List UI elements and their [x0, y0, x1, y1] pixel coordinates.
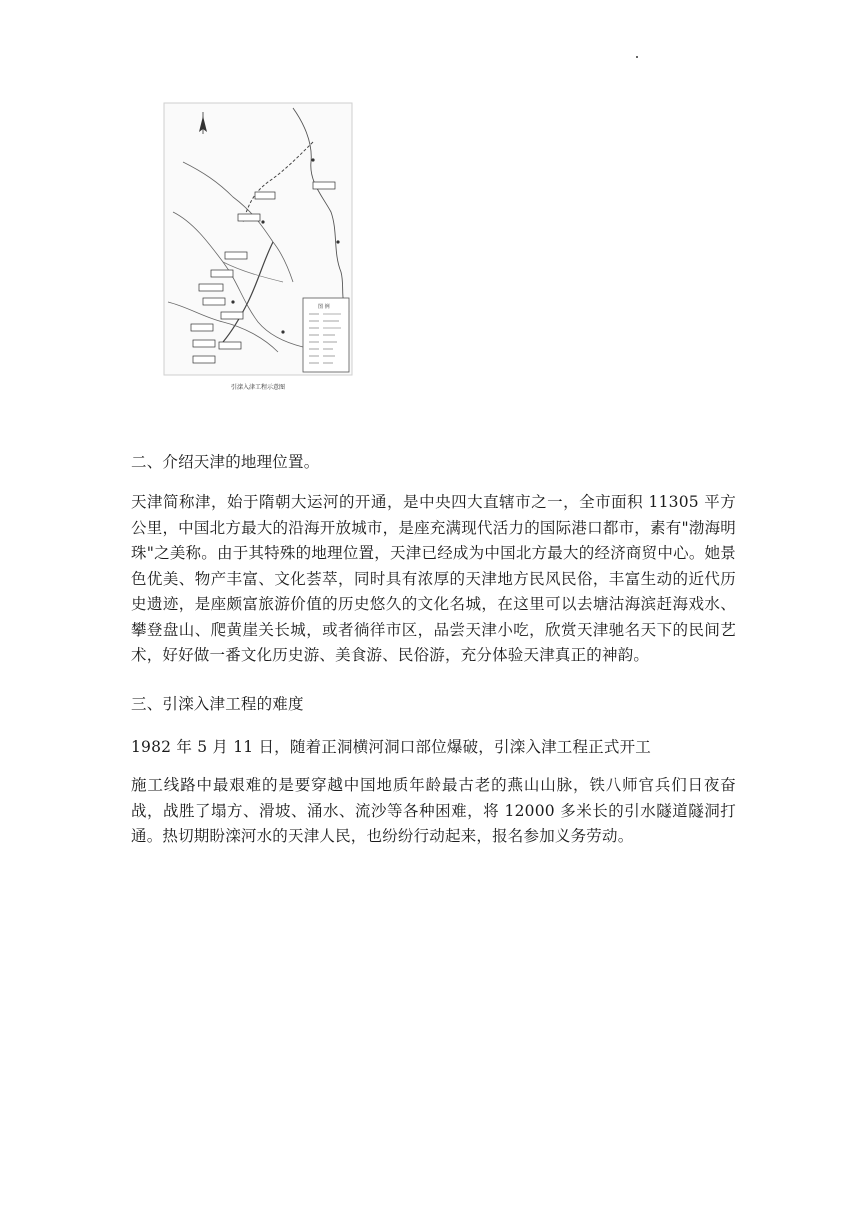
tianjin-intro-paragraph [131, 490, 736, 669]
start-date-line [131, 735, 736, 761]
page-mark [636, 56, 638, 58]
paragraph-text: 施工线路中最艰难的是要穿越中国地质年龄最古老的燕山山脉，铁八师官兵们日夜奋战，战胜了塌方、滑坡、涌水、流沙等各种困难，将 12000 多米长的引水隧道隧洞打通。热切期盼滦河水的天津人民，也纷纷行动起来，报名参加义务劳动。 [131, 776, 736, 845]
line-text: 1982 年 5 月 11 日，随着正洞横河洞口部位爆破，引滦入津工程正式开工 [131, 738, 651, 756]
construction-paragraph [131, 773, 736, 850]
map-figure [163, 102, 353, 398]
heading-text: 二、介绍天津的地理位置。 [131, 453, 320, 471]
legend-title: 图 例 [318, 304, 330, 310]
map-caption: 引滦入津工程示意图 [230, 384, 286, 391]
map-illustration [163, 102, 353, 398]
paragraph-text: 天津简称津，始于隋朝大运河的开通，是中央四大直辖市之一，全市面积 11305 平方公里，中国北方最大的沿海开放城市，是座充满现代活力的国际港口都市，素有"渤海明珠"之美称。由于其特殊的地理位置，天津已经成为中国北方最大的经济商贸中心。她景色优美、物产丰富、文化荟萃，同时具有浓厚的天津地方民风民俗，丰富生动的近代历史遗迹，是座颇富旅游价值的历史悠久的文化名城，在这里可以去塘沽海滨赶海戏水、攀登盘山、爬黄崖关长城，或者徜徉市区，品尝天津小吃，欣赏天津驰名天下的民间艺术，好好做一番文化历史游、美食游、民俗游，充分体验天津真正的神韵。 [131, 493, 736, 664]
section-three-heading [131, 692, 736, 718]
heading-text: 三、引滦入津工程的难度 [131, 695, 304, 713]
section-two-heading [131, 450, 736, 476]
